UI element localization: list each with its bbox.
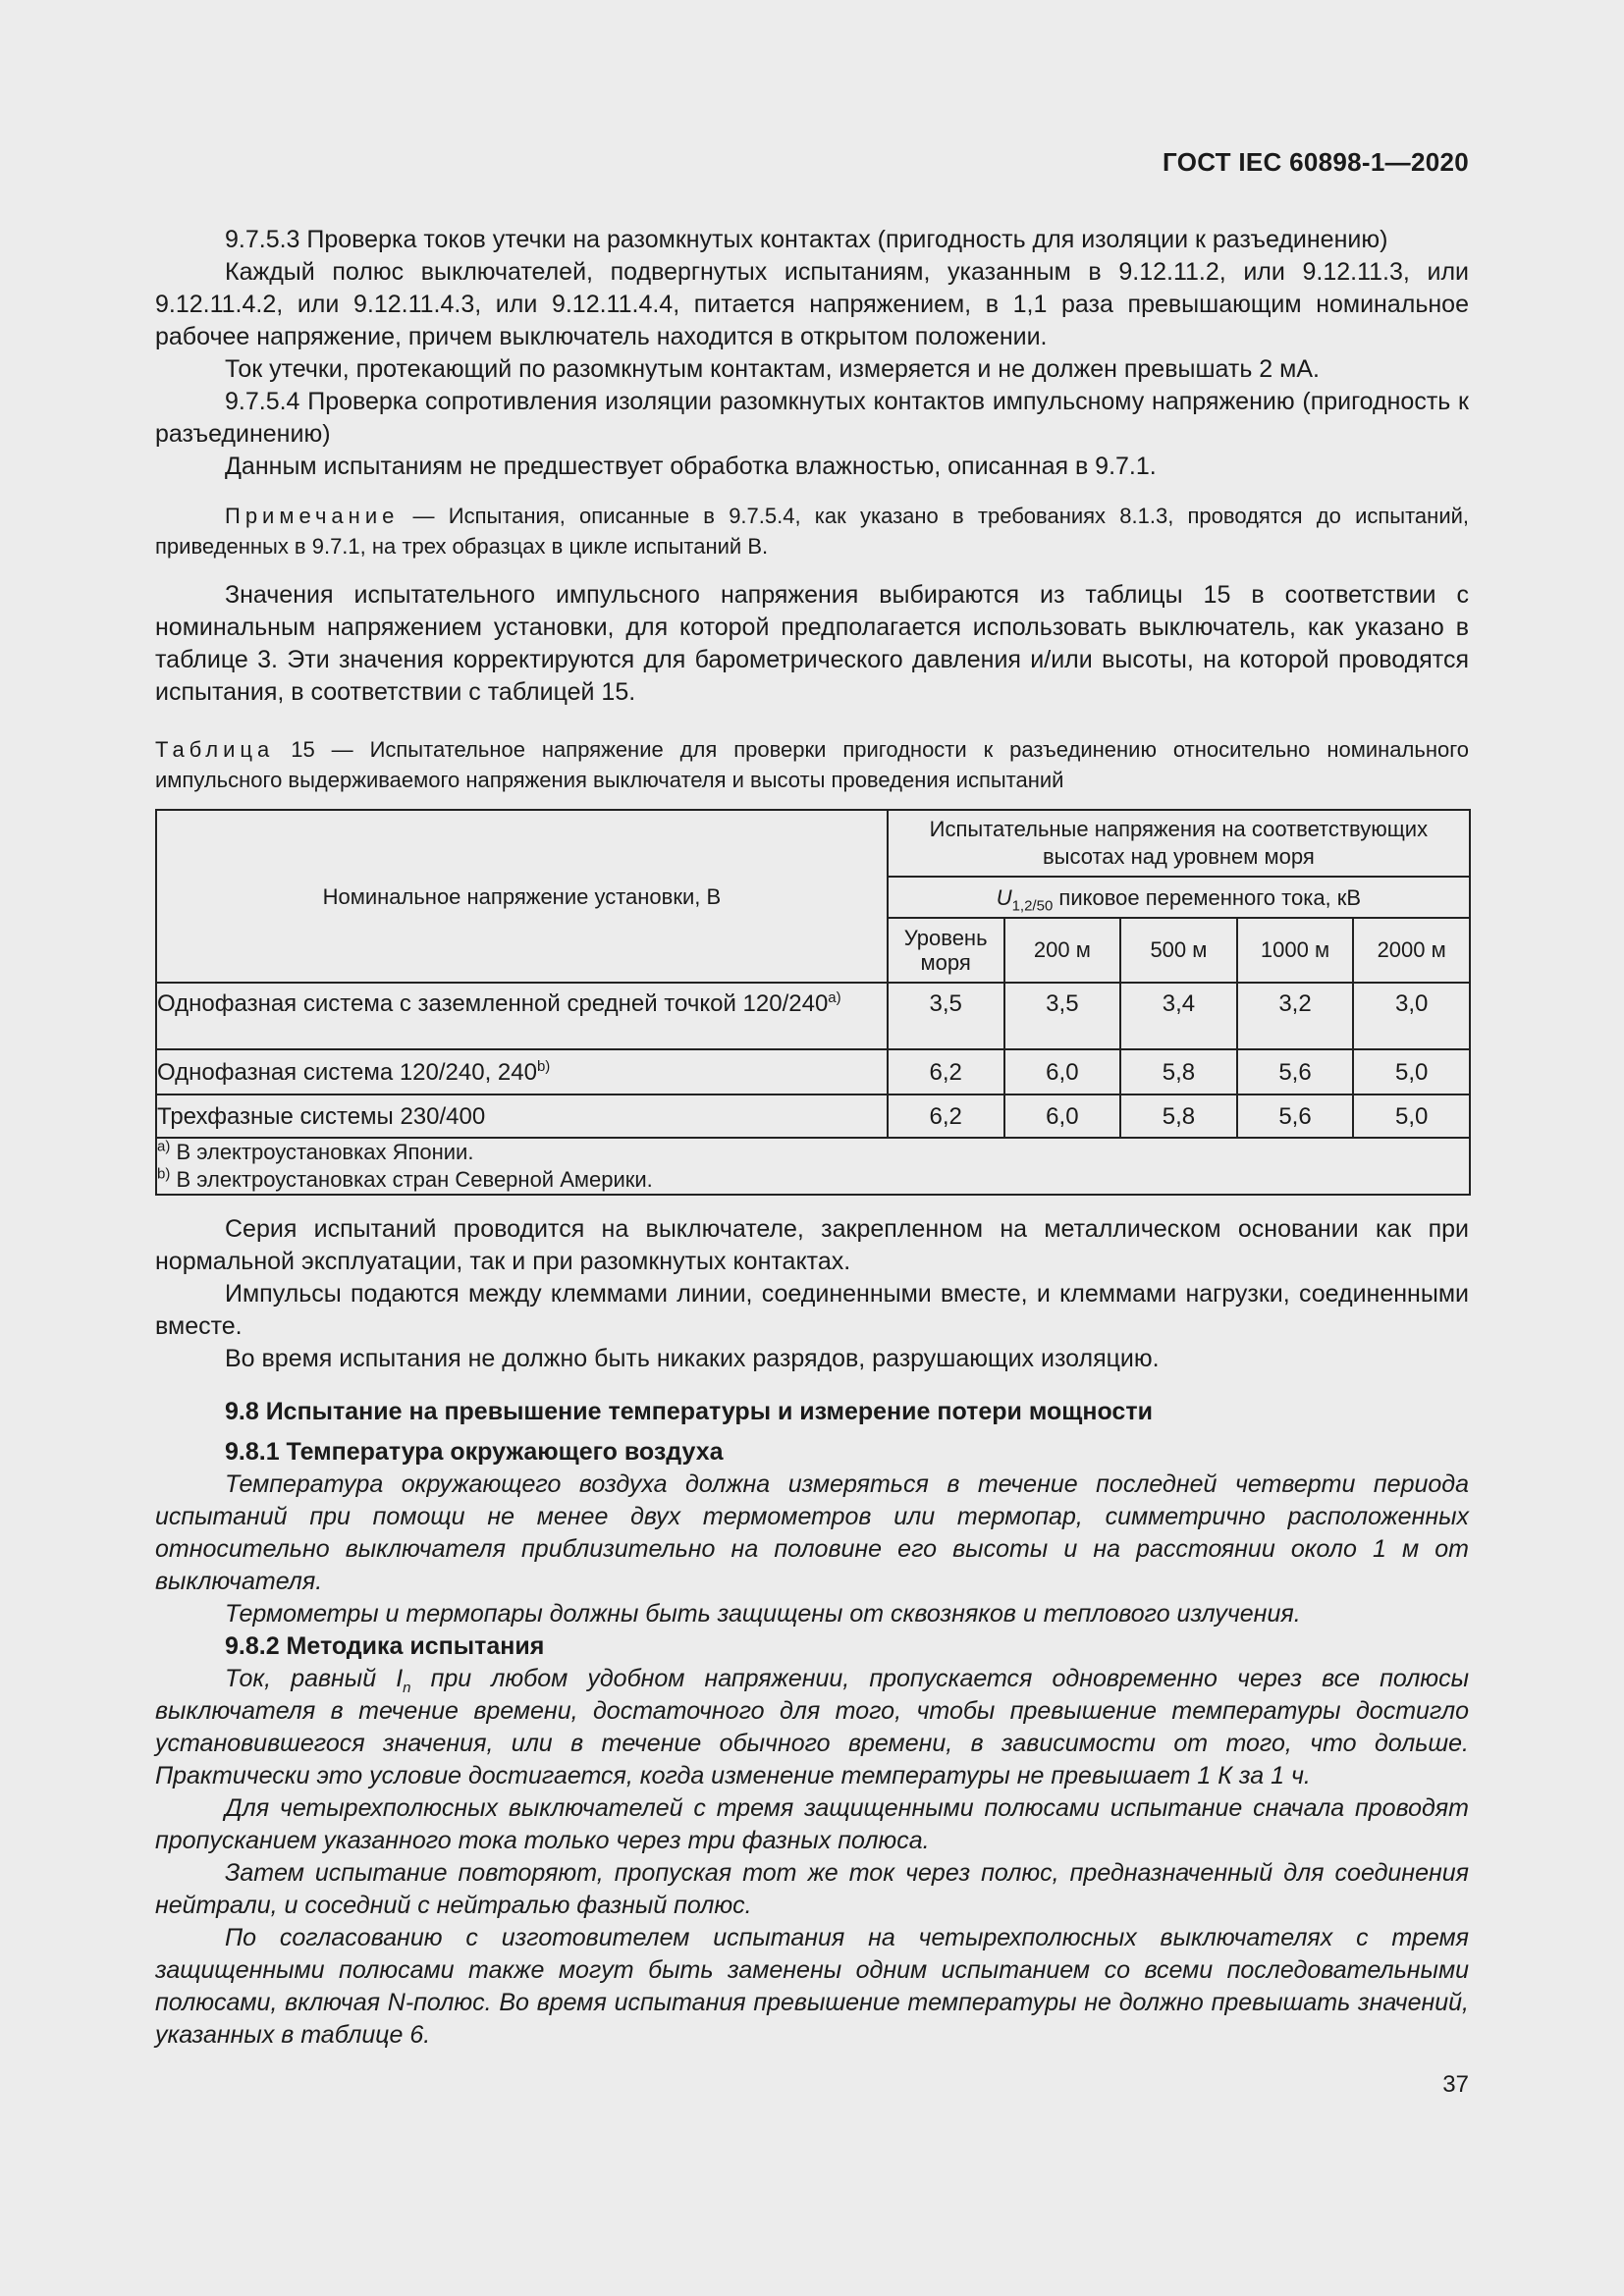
footnote-ref: b) <box>536 1057 551 1075</box>
text: Ток, равный <box>225 1665 397 1692</box>
paragraph: Ток утечки, протекающий по разомкнутым контактам, измеряется и не должен превышать 2 мА. <box>225 355 1320 383</box>
row-label-text: Трехфазные системы 230/400 <box>157 1102 486 1130</box>
footnote <box>157 1139 1469 1166</box>
footnote-ref: a) <box>828 989 841 1006</box>
test-voltage-table <box>155 809 1471 1196</box>
table-caption-text: — Испытательное напряжение для проверки пригодности к разъединению относительно номинального импульсного выдерживаемого напряжения выключателя и высоты проведения испытаний <box>155 737 1469 792</box>
cell-value: 5,0 <box>1353 1049 1470 1095</box>
paragraph: Данным испытаниям не предшествует обработка влажностью, описанная в 9.7.1. <box>225 453 1157 480</box>
standard-header: ГОСТ IEC 60898-1—2020 <box>1163 147 1469 177</box>
cell-value: 6,2 <box>888 1049 1004 1095</box>
page-content <box>155 224 1469 2052</box>
row-label <box>156 1095 888 1138</box>
text: при любом удобном напряжении, пропускается одновременно через все полюсы выключателя в течение времени, достаточного для того, чтобы превышение температуры достигло установившегося значения, или в течение обычного времени, в зависимости от того, что дольше. Практически это условие достигается, когда изменение температуры не превышает 1 К за 1 ч. <box>155 1665 1469 1789</box>
table-row <box>156 983 1470 1049</box>
cell-value: 3,5 <box>1004 983 1121 1049</box>
paragraph <box>155 1663 1469 1792</box>
footnote <box>157 1166 1469 1194</box>
header-altitude: 200 м <box>1004 918 1121 983</box>
row-label <box>156 983 888 1049</box>
cell-value: 3,0 <box>1353 983 1470 1049</box>
paragraph: По согласованию с изготовителем испытания на четырехполюсных выключателях с тремя защищенными полюсами также могут быть заменены одним испытанием со всеми последовательными полюсами, включая N-полюс. Во время испытания превышение температуры не должно превышать значений, указанных в таблице 6. <box>155 1924 1469 2049</box>
paragraph: Значения испытательного импульсного напряжения выбираются из таблицы 15 в соответствии с номинальным напряжением установки, для которой предполагается использовать выключатель, как указано в таблице 3. Эти значения корректируются для барометрического давления и/или высоты, на которой проводятся испытания, в соответствии с таблицей 15. <box>155 581 1469 706</box>
table-caption <box>155 734 1469 795</box>
paragraph: Затем испытание повторяют, пропуская тот же ток через полюс, предназначенный для соединения нейтрали, и соседний с нейтралью фазный полюс. <box>155 1859 1469 1919</box>
current-subscript: n <box>403 1680 411 1696</box>
footnote-mark: a) <box>157 1138 171 1155</box>
header-altitude: 2000 м <box>1353 918 1470 983</box>
section-heading-9-8: 9.8 Испытание на превышение температуры и измерение потери мощности <box>225 1398 1153 1425</box>
cell-value: 5,0 <box>1353 1095 1470 1138</box>
cell-value: 5,8 <box>1120 1095 1237 1138</box>
header-rated-voltage: Номинальное напряжение установки, В <box>156 810 888 983</box>
cell-value: 6,2 <box>888 1095 1004 1138</box>
footnote-text: В электроустановках стран Северной Америки. <box>170 1167 653 1192</box>
current-symbol: I <box>396 1665 404 1692</box>
cell-value: 3,2 <box>1237 983 1354 1049</box>
paragraph: Термометры и термопары должны быть защищены от сквозняков и теплового излучения. <box>225 1600 1301 1628</box>
paragraph: Для четырехполюсных выключателей с тремя защищенными полюсами испытание сначала проводят пропусканием указанного тока только через три фазных полюса. <box>155 1794 1469 1854</box>
unit-subscript: 1,2/50 <box>1011 896 1054 914</box>
note <box>155 501 1469 561</box>
cell-value: 6,0 <box>1004 1049 1121 1095</box>
table-footnotes <box>156 1138 1470 1195</box>
paragraph: Каждый полюс выключателей, подвергнутых испытаниям, указанным в 9.12.11.2, или 9.12.11.3, или 9.12.11.4.2, или 9.12.11.4.3, или 9.12.11.4.4, питается напряжением, в 1,1 раза превышающим номинальное рабочее напряжение, причем выключатель находится в открытом положении. <box>155 258 1469 350</box>
paragraph: Во время испытания не должно быть никаких разрядов, разрушающих изоляцию. <box>225 1345 1160 1372</box>
header-unit <box>888 877 1470 917</box>
table-row <box>156 1095 1470 1138</box>
paragraph: Температура окружающего воздуха должна измеряться в течение последней четверти периода испытаний при помощи не менее двух термометров или термопар, симметрично расположенных относительно выключателя приблизительно на половине его высоты и на расстоянии около 1 м от выключателя. <box>155 1470 1469 1595</box>
row-label <box>156 1049 888 1095</box>
footnote-text: В электроустановках Японии. <box>170 1140 474 1164</box>
table-row <box>156 1049 1470 1095</box>
page-number: 37 <box>1442 2071 1469 2098</box>
cell-value: 5,6 <box>1237 1049 1354 1095</box>
header-test-voltages: Испытательные напряжения на соответствующих высотах над уровнем моря <box>888 810 1470 877</box>
header-altitude: Уровень моря <box>888 918 1004 983</box>
table-caption-label: Таблица <box>155 737 275 762</box>
footnote-mark: b) <box>157 1165 171 1183</box>
row-label-text: Однофазная система с заземленной средней точкой 120/240 <box>157 990 829 1017</box>
cell-value: 5,8 <box>1120 1049 1237 1095</box>
note-label: Примечание <box>225 504 400 528</box>
note-dash: — <box>399 504 449 528</box>
unit-symbol: U <box>996 884 1012 910</box>
paragraph: Серия испытаний проводится на выключателе, закрепленном на металлическом основании как при нормальной эксплуатации, так и при разомкнутых контактах. <box>155 1215 1469 1275</box>
section-heading-9-8-1: 9.8.1 Температура окружающего воздуха <box>225 1438 724 1466</box>
section-heading-9-8-2: 9.8.2 Методика испытания <box>225 1632 545 1660</box>
cell-value: 6,0 <box>1004 1095 1121 1138</box>
clause-9-7-5-3: 9.7.5.3 Проверка токов утечки на разомкнутых контактах (пригодность для изоляции к разъединению) <box>225 226 1388 253</box>
unit-text: пиковое переменного тока, кВ <box>1053 884 1362 910</box>
note-text: Испытания, описанные в 9.7.5.4, как указано в требованиях 8.1.3, проводятся до испытаний, приведенных в 9.7.1, на трех образцах в цикле испытаний B. <box>155 504 1470 559</box>
row-label-text: Однофазная система 120/240, 240 <box>157 1058 537 1086</box>
clause-9-7-5-4: 9.7.5.4 Проверка сопротивления изоляции разомкнутых контактов импульсному напряжению (пригодность к разъединению) <box>155 388 1469 448</box>
header-altitude: 500 м <box>1120 918 1237 983</box>
cell-value: 3,4 <box>1120 983 1237 1049</box>
paragraph: Импульсы подаются между клеммами линии, соединенными вместе, и клеммами нагрузки, соединенными вместе. <box>155 1280 1469 1340</box>
cell-value: 3,5 <box>888 983 1004 1049</box>
table-caption-number: 15 <box>291 737 315 762</box>
header-altitude: 1000 м <box>1237 918 1354 983</box>
cell-value: 5,6 <box>1237 1095 1354 1138</box>
